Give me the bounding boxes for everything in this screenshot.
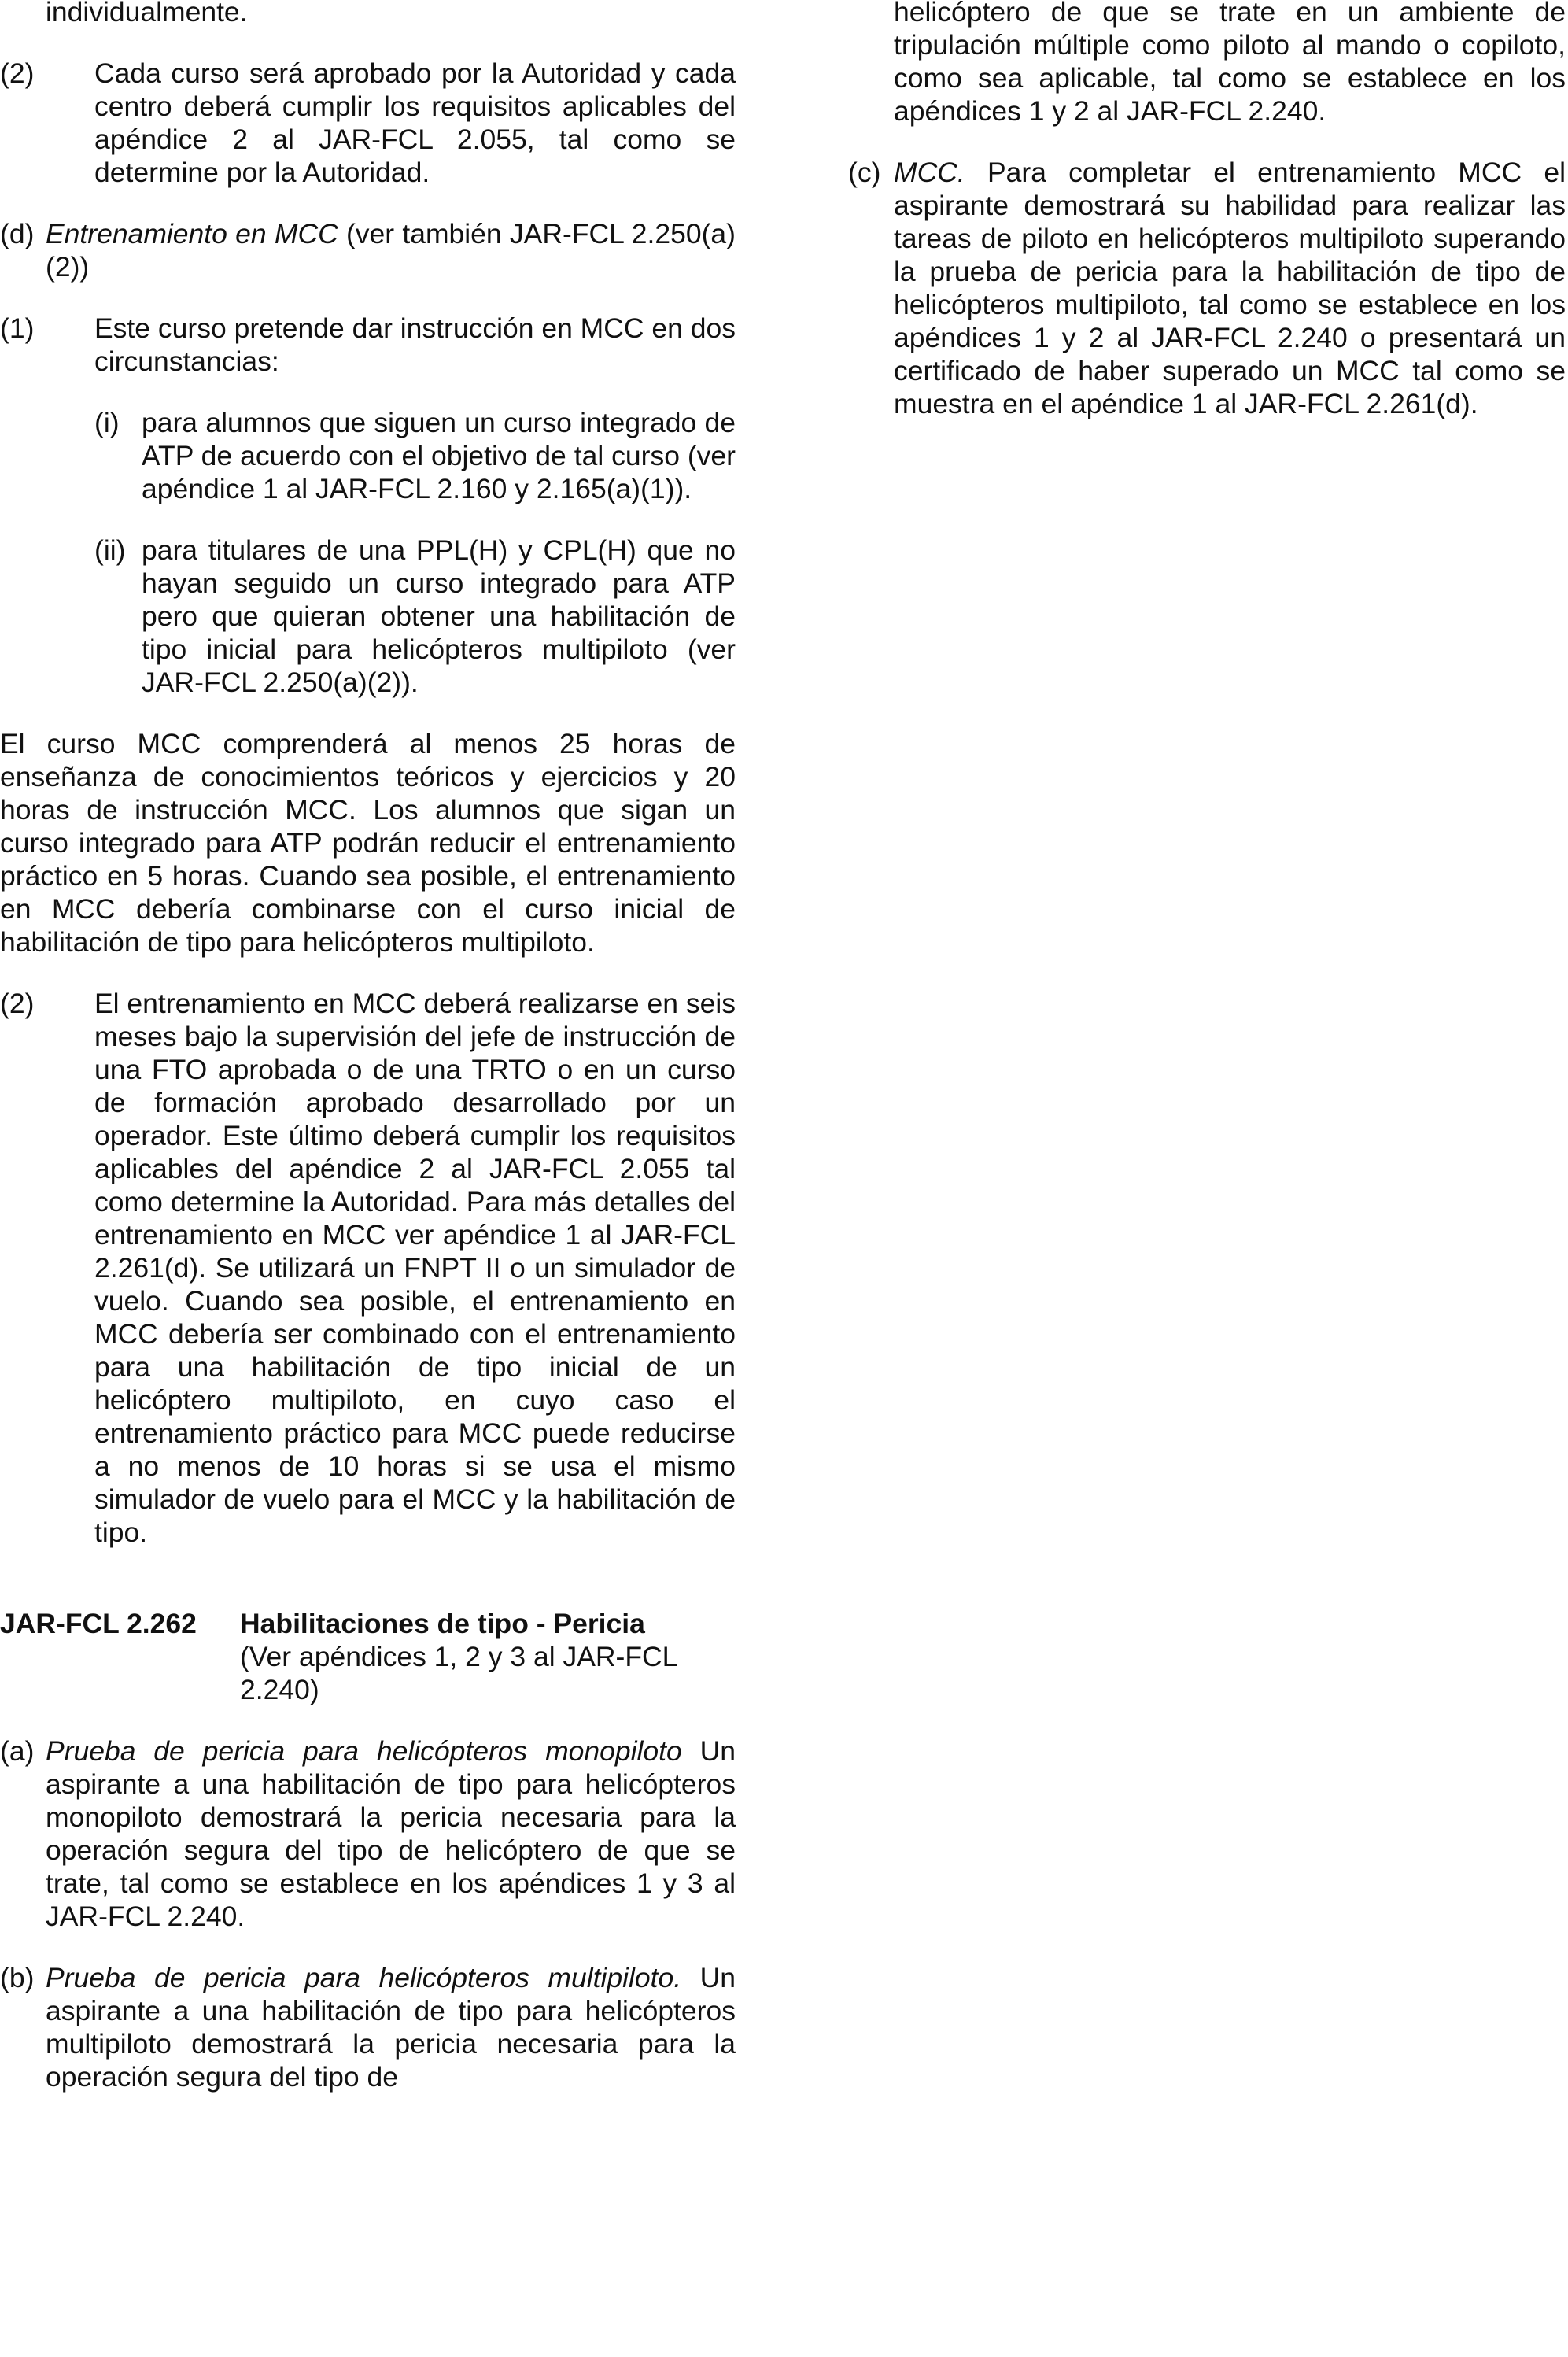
left-column [0, 0, 736, 2093]
item-b [0, 1961, 736, 2093]
item-label: (1) [0, 312, 35, 344]
item-d1-ii [94, 534, 736, 699]
item-text: Este curso pretende dar instrucción en MCC en dos circunstancias: [94, 312, 736, 377]
item-label: (i) [94, 407, 120, 438]
item-text: (ver también JAR-FCL 2.250(a)(2)) [46, 218, 736, 283]
item-a [0, 1735, 736, 1933]
right-column [848, 0, 1566, 420]
item-d1 [0, 312, 736, 378]
continuation-text: individualmente. [46, 0, 248, 28]
mcc-paragraph: El curso MCC comprenderá al menos 25 horas de enseñanza de conocimientos teóricos y ejercicios y 20 horas de instrucción MCC. Los alumnos que sigan un curso integrado para ATP podrán reducir el entrenamiento práctico en 5 horas. Cuando sea posible, el entrenamiento en MCC debería combinarse con el curso inicial de habilitación de tipo para helicópteros multipiloto. [0, 728, 736, 958]
item-text: Para completar el entrenamiento MCC el aspirante demostrará su habilidad para realizar las tareas de piloto en helicópteros multipiloto superando la prueba de pericia para la habilitación de tipo de helicópteros multipiloto, tal como se establece en los apéndices 1 y 2 al JAR-FCL 2.240 o presentará un certificado de haber superado un MCC tal como se muestra en el apéndice 1 al JAR-FCL 2.261(d). [894, 157, 1566, 419]
item-text: Un aspirante a una habilitación de tipo para helicópteros monopiloto demostrará la pericia necesaria para la operación segura del tipo de helicóptero de que se trate, tal como se establece en los apéndices 1 y 3 al JAR-FCL 2.240. [46, 1735, 736, 1932]
item-text: para titulares de una PPL(H) y CPL(H) que no hayan seguido un curso integrado para ATP pero que quieran obtener una habilitación de tipo inicial para helicópteros multipiloto (ver JAR-FCL 2.250(a)(2)). [142, 534, 736, 698]
item-text: El entrenamiento en MCC deberá realizarse en seis meses bajo la supervisión del jefe de instrucción de una FTO aprobada o de una TRTO o en un curso de formación aprobado desarrollado por un operador. Este último deberá cumplir los requisitos aplicables del apéndice 2 al JAR-FCL 2.055 tal como determine la Autoridad. Para más detalles del entrenamiento en MCC ver apéndice 1 al JAR-FCL 2.261(d). Se utilizará un FNPT II o un simulador de vuelo. Cuando sea posible, el entrenamiento en MCC debería ser combinado con el entrenamiento para una habilitación de tipo inicial de un helicóptero multipiloto, en cuyo caso el entrenamiento práctico para MCC puede reducirse a no menos de 10 horas si se usa el mismo simulador de vuelo para el MCC y la habilitación de tipo. [94, 988, 736, 1548]
item-label: (a) [0, 1735, 35, 1767]
item-label: (b) [0, 1962, 35, 1993]
item-c [848, 156, 1566, 420]
item-a2 [0, 57, 736, 189]
item-label: (2) [0, 988, 35, 1019]
item-title: Prueba de pericia para helicópteros multipiloto. [46, 1962, 682, 1993]
heading-title: Habilitaciones de tipo - Pericia [240, 1608, 645, 1639]
item-title: Entrenamiento en MCC [46, 218, 338, 249]
item-title: MCC. [894, 157, 965, 188]
continuation-text: helicóptero de que se trate en un ambiente de tripulación múltiple como piloto al mando o copiloto, como sea aplicable, tal como se establece en los apéndices 1 y 2 al JAR-FCL 2.240. [894, 0, 1566, 127]
heading-subtitle: (Ver apéndices 1, 2 y 3 al JAR-FCL 2.240) [240, 1641, 677, 1705]
item-label: (2) [0, 57, 35, 89]
item-title: Prueba de pericia para helicópteros monopiloto [46, 1735, 682, 1767]
item-text: Cada curso será aprobado por la Autoridad y cada centro deberá cumplir los requisitos aplicables del apéndice 2 al JAR-FCL 2.055, tal como se determine por la Autoridad. [94, 57, 736, 188]
item-d2 [0, 987, 736, 1549]
heading-code: JAR-FCL 2.262 [0, 1608, 197, 1639]
item-d1-i [94, 406, 736, 505]
item-text: Un aspirante a una habilitación de tipo para helicópteros multipiloto demostrará la pericia necesaria para la operación segura del tipo de [46, 1962, 736, 2093]
item-text: para alumnos que siguen un curso integrado de ATP de acuerdo con el objetivo de tal curso (ver apéndice 1 al JAR-FCL 2.160 y 2.165(a)(1)). [142, 407, 736, 504]
section-heading [0, 1607, 736, 1706]
item-label: (c) [848, 157, 881, 188]
item-label: (d) [0, 218, 35, 249]
item-label: (ii) [94, 534, 126, 566]
item-d [0, 217, 736, 283]
